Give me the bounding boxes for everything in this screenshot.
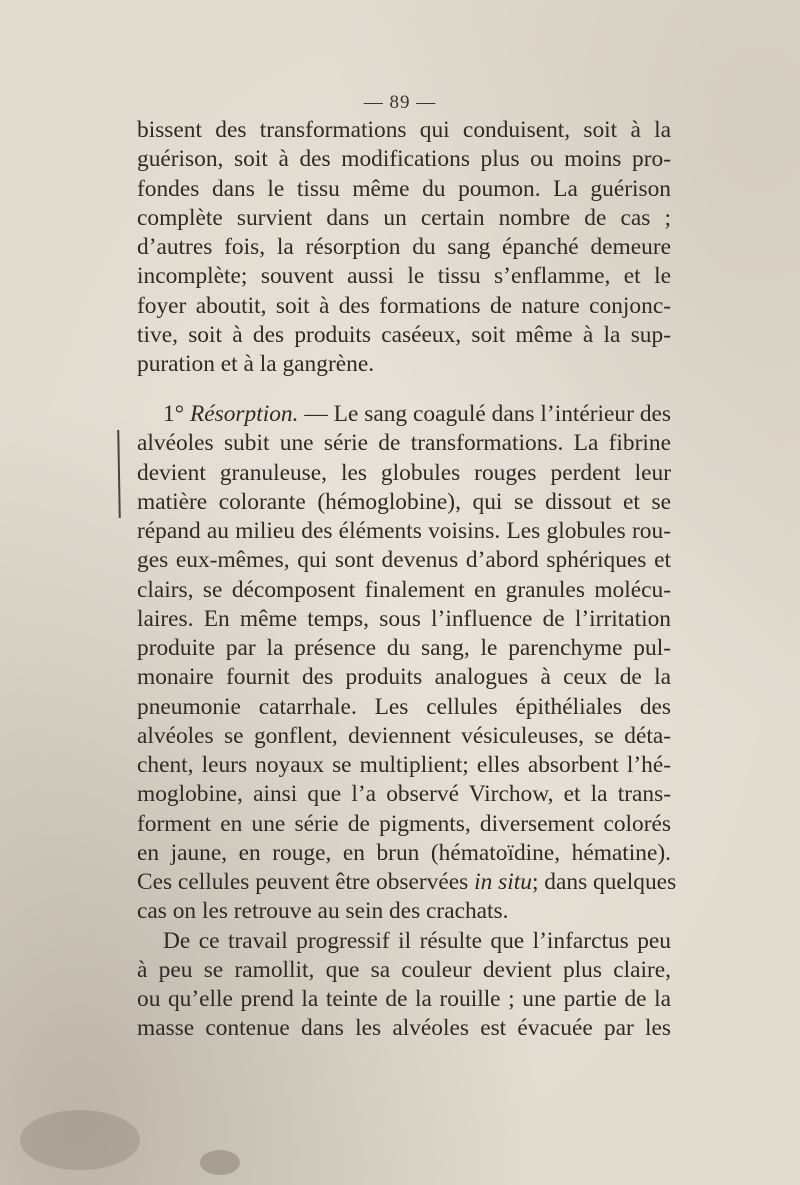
text-line: alvéoles subit une série de transformations. La fibrine — [137, 430, 671, 457]
text-line: clairs, se décomposent finalement en granules molécu- — [137, 576, 671, 603]
paragraph-1 — [137, 116, 671, 379]
heading-title: Résorption. — [189, 401, 299, 427]
text-line: chent, leurs noyaux se multiplient; elles absorbent l’hé- — [137, 752, 671, 778]
text-line-insitu — [137, 868, 677, 897]
heading-line-rest: — Le sang coagulé dans l’intérieur des — [304, 401, 671, 427]
section-heading-line — [137, 400, 671, 429]
text-line: bissent des transformations qui conduisent, soit à la — [137, 117, 671, 143]
text-line: à peu se ramollit, que sa couleur devient plus claire, — [137, 956, 671, 983]
heading-number: 1° — [163, 401, 185, 427]
text-line: forment en une série de pigments, diversement colorés — [137, 810, 671, 837]
text-line: laires. En même temps, sous l’influence de l’irritation — [137, 605, 671, 632]
text-line: masse contenue dans les alvéoles est évacuée par les — [137, 1015, 671, 1042]
insitu-italic: in situ — [474, 869, 532, 895]
text-line: matière colorante (hémoglobine), qui se dissout et se — [137, 488, 671, 515]
insitu-before: Ces cellules peuvent être observées — [137, 869, 469, 895]
paper-stain — [20, 1110, 140, 1170]
text-line: guérison, soit à des modifications plus ou moins pro- — [137, 146, 671, 173]
text-line: en jaune, en rouge, en brun (hématoïdine, hématine). — [137, 839, 671, 866]
margin-pencil-mark — [117, 430, 121, 518]
text-line: produite par la présence du sang, le parenchyme pul- — [137, 635, 671, 661]
text-line: pneumonie catarrhale. Les cellules épithéliales des — [137, 693, 671, 720]
text-line: devient granuleuse, les globules rouges perdent leur — [137, 459, 671, 486]
page-number: — 89 — — [363, 92, 437, 113]
text-line: répand au milieu des éléments voisins. Les globules rou- — [137, 518, 671, 544]
text-line: puration et à la gangrène. — [137, 351, 375, 377]
text-line: moglobine, ainsi que l’a observé Virchow, et la trans- — [137, 781, 671, 808]
text-line: monaire fournit des produits analogues à ceux de la — [137, 664, 671, 691]
text-line: complète survient dans un certain nombre de cas ; — [137, 204, 671, 231]
text-line: fondes dans le tissu même du poumon. La guérison — [137, 175, 671, 202]
text-line: ou qu’elle prend la teinte de la rouille ; une partie de la — [137, 986, 671, 1012]
text-line: ges eux-mêmes, qui sont devenus d’abord sphériques et — [137, 547, 671, 574]
insitu-after: ; dans quelques — [531, 869, 677, 895]
text-line: tive, soit à des produits caséeux, soit même à la sup- — [137, 321, 671, 348]
text-line: cas on les retrouve au sein des crachats. — [137, 898, 509, 925]
text-line: foyer aboutit, soit à des formations de nature conjonc- — [137, 292, 671, 319]
text-line: incomplète; souvent aussi le tissu s’enflamme, et le — [137, 263, 671, 290]
paper-stain — [200, 1150, 240, 1175]
text-line: d’autres fois, la résorption du sang épanché demeure — [137, 234, 671, 260]
text-line: alvéoles se gonflent, deviennent vésiculeuses, se déta- — [137, 722, 671, 749]
paragraph-2 — [137, 400, 677, 1044]
text-line: De ce travail progressif il résulte que l’infarctus peu — [163, 927, 671, 954]
